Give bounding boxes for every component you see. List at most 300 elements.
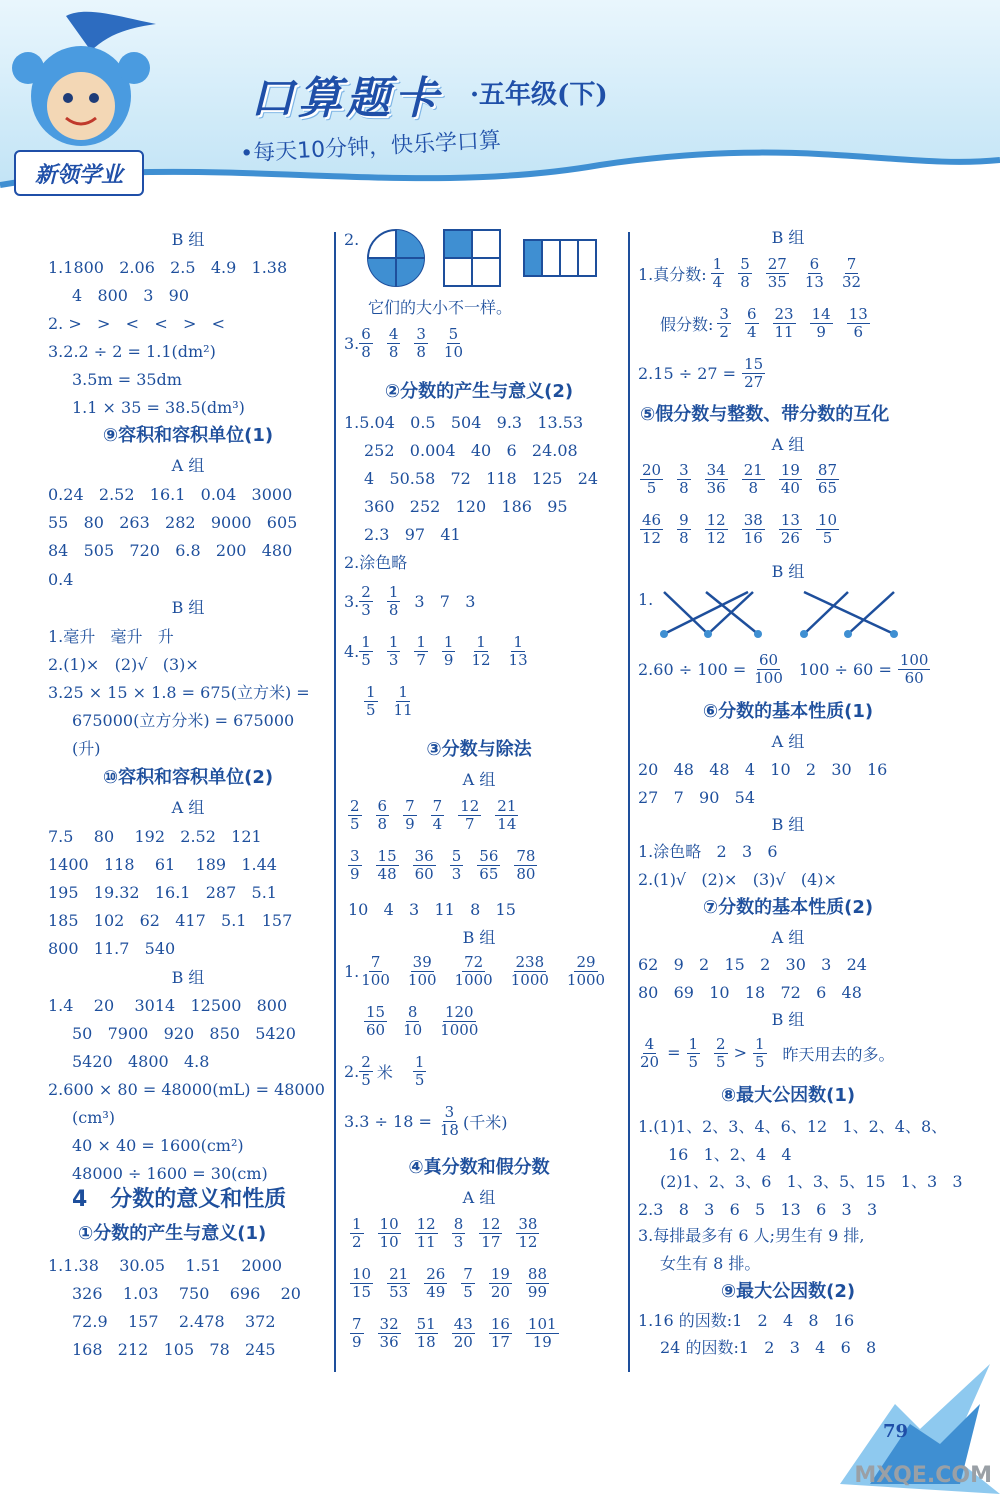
denominator: 10 [379, 1233, 399, 1251]
answer-line: 10 4 3 11 8 15 [348, 900, 516, 919]
group-label: B 组 [462, 928, 496, 947]
answer-line: 1.涂色略 2 3 6 [638, 842, 778, 861]
numerator: 87 [817, 461, 838, 479]
numerator: 120 [444, 1003, 474, 1021]
answer-text: 米 [376, 1063, 393, 1082]
section-heading: ⑨容积和容积单位(1) [102, 425, 274, 446]
fraction [705, 462, 728, 497]
answer-line: 326 1.03 750 696 20 [72, 1284, 301, 1303]
fraction-row [344, 954, 621, 989]
numerator: 21 [389, 1265, 409, 1283]
denominator: 9 [352, 1333, 362, 1351]
numerator: 12 [416, 1215, 436, 1233]
denominator: 9 [405, 815, 415, 833]
denominator: 5 [361, 1071, 371, 1089]
section-heading: ②分数的产生与意义(2) [384, 381, 574, 402]
numerator: 7 [405, 797, 415, 815]
answer-line: 252 0.004 40 6 24.08 [364, 441, 578, 460]
answer-line: 27 7 90 54 [638, 788, 756, 807]
fraction [364, 684, 378, 719]
numerator: 56 [479, 847, 499, 865]
section-heading: ⑩容积和容积单位(2) [102, 767, 274, 788]
answer-line: 0.24 2.52 16.1 0.04 3000 [48, 485, 293, 504]
answer-line: 48000 ÷ 1600 = 30(cm) [72, 1164, 268, 1183]
fraction [779, 512, 802, 547]
fraction-list [898, 652, 945, 687]
answer-line: 2.3 8 3 6 5 13 6 3 3 [638, 1200, 878, 1219]
fraction [452, 1316, 475, 1351]
fraction-list [348, 798, 532, 833]
numerator: 5 [448, 325, 459, 343]
grade-label: ·五年级(下) [470, 80, 608, 110]
fraction [359, 634, 373, 669]
fraction [714, 1036, 728, 1071]
denominator: 36 [706, 479, 726, 497]
answer-line: 3.25 × 15 × 1.8 = 675(立方米) = [48, 683, 310, 702]
answer-line: 0.4 [48, 570, 74, 589]
fraction [453, 954, 495, 989]
numerator: 7 [463, 1265, 473, 1283]
fraction-list [359, 634, 543, 669]
numerator: 15 [366, 1003, 386, 1021]
answer-line: 1.1.38 30.05 1.51 2000 [48, 1256, 283, 1275]
denominator: 35 [767, 273, 787, 291]
numerator: 10 [379, 1215, 399, 1233]
group-label: B 组 [171, 968, 205, 987]
numerator: 19 [780, 461, 800, 479]
fraction-list [359, 326, 479, 361]
numerator: 27 [767, 255, 787, 273]
denominator: 1000 [566, 971, 606, 989]
numerator: 19 [490, 1265, 510, 1283]
denominator: 1000 [510, 971, 549, 989]
numerator: 1 [712, 255, 723, 273]
numerator: 2 [361, 583, 371, 601]
fraction [738, 256, 752, 291]
numerator: 51 [416, 1315, 436, 1333]
comparison-operator: = [667, 1043, 681, 1062]
column-divider [334, 232, 336, 1372]
fraction-list [717, 306, 883, 341]
denominator: 40 [780, 479, 800, 497]
answer-line: 3.每排最多有 6 人;男生有 9 排, [638, 1226, 865, 1245]
denominator: 10 [443, 343, 463, 361]
numerator: 1 [366, 683, 376, 701]
numerator: 46 [642, 511, 662, 529]
fraction-comparison [638, 1036, 771, 1071]
fraction [450, 848, 464, 883]
fraction [773, 306, 796, 341]
fraction-row [344, 1104, 507, 1139]
numerator: 26 [426, 1265, 446, 1283]
fraction [766, 256, 789, 291]
answer-text: (千米) [462, 1113, 508, 1132]
fraction [413, 1054, 427, 1089]
fraction-list [359, 584, 414, 619]
fraction-list [348, 848, 551, 883]
denominator: 8 [377, 815, 388, 833]
fraction [452, 1216, 466, 1251]
answer-text: 2.15 ÷ 27 = [638, 364, 737, 383]
answer-line: 1.16 的因数:1 2 4 8 16 [638, 1311, 855, 1330]
group-label: B 组 [771, 1010, 805, 1029]
denominator: 14 [497, 815, 517, 833]
numerator: 16 [490, 1315, 510, 1333]
numerator: 1 [398, 683, 408, 701]
fraction [387, 1266, 410, 1301]
numerator: 3 [416, 325, 426, 343]
denominator: 8 [740, 273, 750, 291]
numerator: 29 [576, 953, 596, 971]
denominator: 17 [481, 1233, 501, 1251]
fraction-list [413, 1054, 441, 1089]
question-number: 2. [344, 1062, 360, 1081]
answer-line: (cm³) [72, 1108, 116, 1127]
fraction [401, 1004, 424, 1039]
denominator: 8 [679, 529, 689, 547]
denominator: 8 [416, 343, 426, 361]
fraction [406, 954, 439, 989]
fraction [359, 326, 373, 361]
group-label: A 组 [462, 1188, 496, 1207]
section-heading: ⑤假分数与整数、带分数的互化 [640, 404, 890, 425]
fraction [378, 1316, 401, 1351]
question-number: 4. [344, 642, 360, 661]
fraction [847, 306, 870, 341]
fraction [413, 848, 436, 883]
denominator: 80 [516, 865, 536, 883]
numerator: 101 [527, 1315, 557, 1333]
denominator: 4 [432, 815, 443, 833]
denominator: 9 [443, 651, 454, 669]
fraction [442, 634, 456, 669]
fraction-list [350, 1216, 553, 1251]
group-label: B 组 [171, 230, 205, 249]
numerator: 15 [377, 847, 397, 865]
group-label: A 组 [771, 732, 805, 751]
denominator: 1000 [454, 971, 493, 989]
numerator: 5 [740, 255, 750, 273]
fraction-row [348, 848, 551, 883]
denominator: 65 [479, 865, 499, 883]
fraction [526, 1266, 549, 1301]
fraction [638, 1036, 661, 1071]
answer-text: 3.3 ÷ 18 = [344, 1112, 432, 1131]
denominator: 9 [350, 865, 360, 883]
question-number: 3. [344, 334, 360, 353]
numerator: 8 [453, 1215, 464, 1233]
fraction-list [350, 1316, 573, 1351]
denominator: 100 [754, 669, 783, 687]
fraction [387, 326, 401, 361]
numerator: 72 [464, 953, 484, 971]
fraction-list [711, 256, 877, 291]
fraction [438, 1004, 480, 1039]
numerator: 1 [755, 1035, 765, 1053]
fraction [489, 1266, 512, 1301]
section-heading: ⑦分数的基本性质(2) [702, 897, 874, 918]
numerator: 20 [642, 461, 662, 479]
numerator: 2 [716, 1035, 726, 1053]
denominator: 8 [679, 479, 689, 497]
question-number: 1. [638, 590, 654, 609]
fraction [350, 1216, 364, 1251]
page-header [0, 0, 1000, 205]
answer-line: 2. > > < < > < [48, 314, 226, 333]
answer-line: 195 19.32 16.1 287 5.1 [48, 883, 277, 902]
question-number: 2. [344, 230, 360, 249]
chapter-heading: 4 分数的意义和性质 [72, 1187, 287, 1212]
fraction [803, 256, 826, 291]
answer-line: 84 505 720 6.8 200 480 [48, 541, 293, 560]
group-label: A 组 [462, 770, 496, 789]
answer-line: 2.(1)√ (2)× (3)√ (4)× [638, 870, 837, 889]
answer-line: 4 800 3 90 [72, 286, 190, 305]
numerator: 21 [743, 461, 763, 479]
numerator: 3 [444, 1103, 455, 1121]
fraction-list [640, 462, 853, 497]
answer-line: 80 69 10 18 72 6 48 [638, 983, 862, 1002]
fraction [640, 512, 663, 547]
denominator: 100 [407, 971, 437, 989]
answer-line: 62 9 2 15 2 30 3 24 [638, 955, 867, 974]
answer-line: 1.1 × 35 = 38.5(dm³) [72, 398, 245, 417]
fraction [705, 512, 728, 547]
answer-line: 3.2.2 ÷ 2 = 1.1(dm²) [48, 342, 216, 361]
answer-text: 3 7 3 [414, 592, 476, 611]
answer-line: 它们的大小不一样。 [368, 298, 513, 317]
fraction [677, 462, 691, 497]
numerator: 15 [744, 355, 764, 373]
fraction-row [638, 652, 944, 687]
denominator: 2 [352, 1233, 362, 1251]
fraction [442, 326, 465, 361]
numerator: 5 [451, 847, 462, 865]
answer-line: 16 1、2、4 4 [668, 1145, 792, 1164]
fraction [507, 634, 530, 669]
fraction [348, 848, 362, 883]
fraction [376, 848, 399, 883]
numerator: 12 [481, 1215, 501, 1233]
numerator: 10 [817, 511, 838, 529]
denominator: 8 [388, 343, 399, 361]
fraction-row [364, 1004, 494, 1039]
denominator: 12 [518, 1233, 538, 1251]
numerator: 100 [899, 651, 929, 669]
denominator: 18 [416, 1333, 436, 1351]
denominator: 5 [414, 1071, 425, 1089]
numerator: 4 [644, 1035, 655, 1053]
denominator: 27 [744, 373, 764, 391]
denominator: 13 [804, 273, 824, 291]
group-label: A 组 [771, 928, 805, 947]
fraction [387, 634, 401, 669]
slogan: •每天10分钟，快乐学口算 [239, 128, 502, 167]
answer-line: 1.5.04 0.5 504 9.3 13.53 [344, 413, 584, 432]
answer-line: 3.5m = 35dm [72, 370, 182, 389]
denominator: 13 [508, 651, 528, 669]
group-label: B 组 [771, 562, 805, 581]
fraction [479, 1216, 502, 1251]
answer-line: 20 48 48 4 10 2 30 16 [638, 760, 888, 779]
fraction [810, 306, 833, 341]
answer-line: (2)1、2、3、6 1、3、5、15 1、3 3 [660, 1172, 963, 1191]
fraction [640, 462, 663, 497]
fraction [489, 1316, 512, 1351]
denominator: 36 [379, 1333, 399, 1351]
answer-line: 5420 4800 4.8 [72, 1052, 210, 1071]
fraction-list [364, 1004, 494, 1039]
fraction-row [344, 634, 544, 669]
fraction [779, 462, 802, 497]
answer-line: 1.1800 2.06 2.5 4.9 1.38 [48, 258, 288, 277]
fraction [431, 798, 445, 833]
answer-text: 100 ÷ 60 = [798, 660, 892, 679]
numerator: 6 [361, 325, 371, 343]
group-label: B 组 [771, 815, 805, 834]
fraction [816, 512, 839, 547]
denominator: 6 [853, 323, 863, 341]
answer-line: 4 50.58 72 118 125 24 [364, 469, 599, 488]
fraction [461, 1266, 475, 1301]
denominator: 2 [719, 323, 729, 341]
numerator: 43 [453, 1315, 473, 1333]
fraction [350, 1316, 364, 1351]
watermark: MXQE.COM [854, 1463, 992, 1488]
fraction [687, 1036, 701, 1071]
fraction [526, 1316, 559, 1351]
fraction [495, 798, 518, 833]
numerator: 9 [679, 511, 689, 529]
numerator: 1 [414, 1053, 425, 1071]
fraction [415, 1216, 438, 1251]
denominator: 20 [490, 1283, 510, 1301]
group-label: B 组 [171, 598, 205, 617]
numerator: 12 [460, 797, 480, 815]
denominator: 26 [780, 529, 800, 547]
denominator: 100 [361, 971, 390, 989]
answer-line: 1.(1)1、2、3、4、6、12 1、2、4、8、 [638, 1117, 948, 1136]
denominator: 60 [366, 1021, 386, 1039]
numerator: 32 [379, 1315, 399, 1333]
section-heading: ③分数与除法 [426, 739, 532, 760]
fraction [458, 798, 481, 833]
fraction [509, 954, 551, 989]
answer-line: 2.涂色略 [344, 553, 408, 572]
answer-line: 40 × 40 = 1600(cm²) [72, 1136, 244, 1155]
denominator: 7 [464, 815, 475, 833]
denominator: 5 [716, 1053, 726, 1071]
numerator: 6 [746, 305, 757, 323]
numerator: 1 [416, 633, 426, 651]
denominator: 5 [463, 1283, 473, 1301]
denominator: 20 [640, 1053, 660, 1071]
section-heading: ①分数的产生与意义(1) [78, 1223, 267, 1244]
fraction-list [640, 512, 853, 547]
fraction-shapes [364, 228, 604, 288]
answer-text: 假分数: [660, 315, 714, 334]
numerator: 2 [361, 1053, 371, 1071]
numerator: 21 [497, 797, 517, 815]
answer-line: 168 212 105 78 245 [72, 1340, 276, 1359]
numerator: 39 [412, 953, 432, 971]
denominator: 3 [388, 651, 399, 669]
answer-line: 2.600 × 80 = 48000(mL) = 48000 [48, 1080, 325, 1099]
denominator: 11 [774, 323, 794, 341]
section-heading: ⑨最大公因数(2) [720, 1281, 856, 1302]
fraction [415, 1316, 438, 1351]
numerator: 1 [388, 633, 399, 651]
answer-line: 1400 118 61 189 1.44 [48, 855, 277, 874]
fraction-row [640, 512, 853, 547]
numerator: 1 [443, 633, 454, 651]
denominator: 11 [416, 1233, 436, 1251]
answer-line: 1.4 20 3014 12500 800 [48, 996, 288, 1015]
fraction-row [638, 356, 779, 391]
numerator: 1 [476, 633, 486, 651]
fraction [378, 1216, 401, 1251]
denominator: 8 [748, 479, 759, 497]
column-divider [628, 232, 630, 1372]
denominator: 12 [642, 529, 662, 547]
fraction-list [752, 652, 799, 687]
answer-line: 1.毫升 毫升 升 [48, 627, 174, 646]
numerator: 13 [780, 511, 800, 529]
section-heading: ④真分数和假分数 [408, 1157, 550, 1178]
numerator: 7 [432, 797, 443, 815]
denominator: 48 [377, 865, 397, 883]
fraction-row [344, 326, 479, 361]
numerator: 8 [407, 1003, 418, 1021]
fraction [364, 1004, 387, 1039]
section-heading: ⑥分数的基本性质(1) [702, 701, 874, 722]
denominator: 5 [822, 529, 833, 547]
denominator: 5 [366, 701, 376, 719]
denominator: 49 [426, 1283, 446, 1301]
answer-line: 7.5 80 192 2.52 121 [48, 827, 262, 846]
denominator: 8 [388, 601, 399, 619]
denominator: 4 [746, 323, 757, 341]
answer-text: 2.60 ÷ 100 = [638, 660, 747, 679]
numerator: 238 [515, 953, 545, 971]
denominator: 12 [706, 529, 726, 547]
denominator: 60 [904, 669, 924, 687]
numerator: 6 [377, 797, 388, 815]
denominator: 16 [743, 529, 763, 547]
comparison-operator: > [733, 1043, 747, 1062]
fraction [376, 798, 390, 833]
numerator: 13 [848, 305, 868, 323]
fraction [359, 1054, 373, 1089]
numerator: 34 [706, 461, 726, 479]
numerator: 7 [846, 255, 857, 273]
numerator: 3 [679, 461, 689, 479]
numerator: 1 [688, 1035, 699, 1053]
denominator: 11 [393, 701, 413, 719]
denominator: 53 [389, 1283, 409, 1301]
fraction-row [364, 684, 429, 719]
fraction [387, 584, 401, 619]
denominator: 32 [841, 273, 862, 291]
answer-line: 2.3 97 41 [364, 525, 461, 544]
brand-logo: 新领学业 [14, 150, 144, 196]
answer-line: 24 的因数:1 2 3 4 6 8 [660, 1338, 877, 1357]
fraction [565, 954, 607, 989]
fraction [745, 306, 759, 341]
numerator: 60 [759, 651, 779, 669]
fraction-row [344, 1054, 440, 1089]
group-label: B 组 [771, 228, 805, 247]
